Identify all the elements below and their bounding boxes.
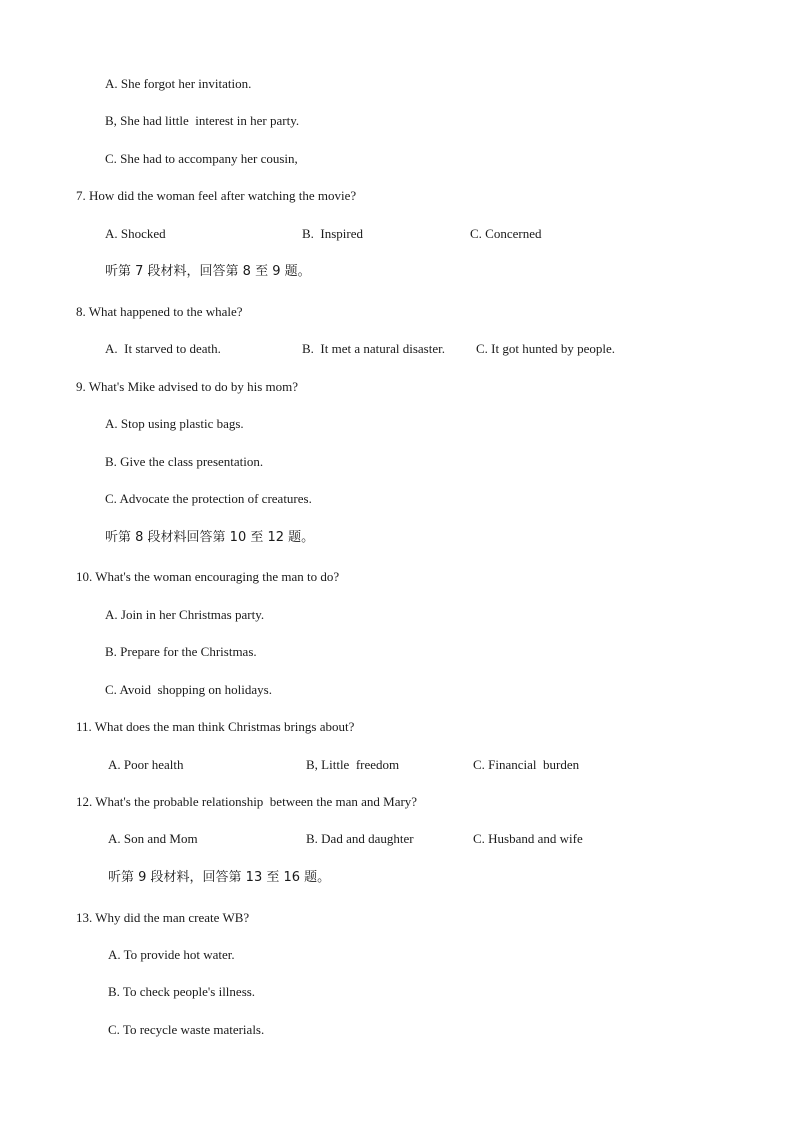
q10-option-b: B. Prepare for the Christmas. (105, 644, 257, 659)
q12-option-a: A. Son and Mom (108, 831, 198, 846)
q6-option-c: C. She had to accompany her cousin, (105, 151, 298, 166)
q11-option-b: B, Little freedom (306, 757, 400, 772)
q10-option-a: A. Join in her Christmas party. (105, 607, 265, 622)
section-8-instruction: 听第 8 段材料回答第 10 至 12 题。 (105, 530, 315, 545)
q13-option-b: B. To check people's illness. (108, 984, 256, 999)
q7-option-c: C. Concerned (470, 226, 542, 241)
q11-option-c: C. Financial burden (473, 757, 580, 772)
q12-option-b: B. Dad and daughter (306, 831, 414, 846)
q9-option-b: B. Give the class presentation. (105, 454, 264, 469)
q8-option-a: A. It starved to death. (105, 341, 221, 356)
q9-option-a: A. Stop using plastic bags. (105, 416, 244, 431)
q13-option-c: C. To recycle waste materials. (108, 1022, 265, 1037)
section-9-instruction: 听第 9 段材料，回答第 13 至 16 题。 (108, 870, 331, 885)
q10-question: 10. What's the woman encouraging the man to do? (76, 569, 340, 584)
q8-question: 8. What happened to the whale? (76, 304, 243, 319)
q11-option-a: A. Poor health (108, 757, 184, 772)
section-7-instruction: 听第 7 段材料，回答第 8 至 9 题。 (105, 264, 311, 279)
q12-question: 12. What's the probable relationship between the man and Mary? (76, 794, 418, 809)
q11-question: 11. What does the man think Christmas brings about? (76, 719, 355, 734)
q13-question: 13. Why did the man create WB? (76, 910, 250, 925)
q7-question: 7. How did the woman feel after watching the movie? (76, 188, 357, 203)
q7-option-b: B. Inspired (302, 226, 364, 241)
q8-option-c: C. It got hunted by people. (476, 341, 616, 356)
q12-option-c: C. Husband and wife (473, 831, 583, 846)
q6-option-a: A. She forgot her invitation. (105, 76, 252, 91)
q7-option-a: A. Shocked (105, 226, 166, 241)
q9-option-c: C. Advocate the protection of creatures. (105, 491, 312, 506)
q10-option-c: C. Avoid shopping on holidays. (105, 682, 272, 697)
q9-question: 9. What's Mike advised to do by his mom? (76, 379, 298, 394)
q13-option-a: A. To provide hot water. (108, 947, 235, 962)
q6-option-b: B, She had little interest in her party. (105, 113, 300, 128)
q8-option-b: B. It met a natural disaster. (302, 341, 445, 356)
